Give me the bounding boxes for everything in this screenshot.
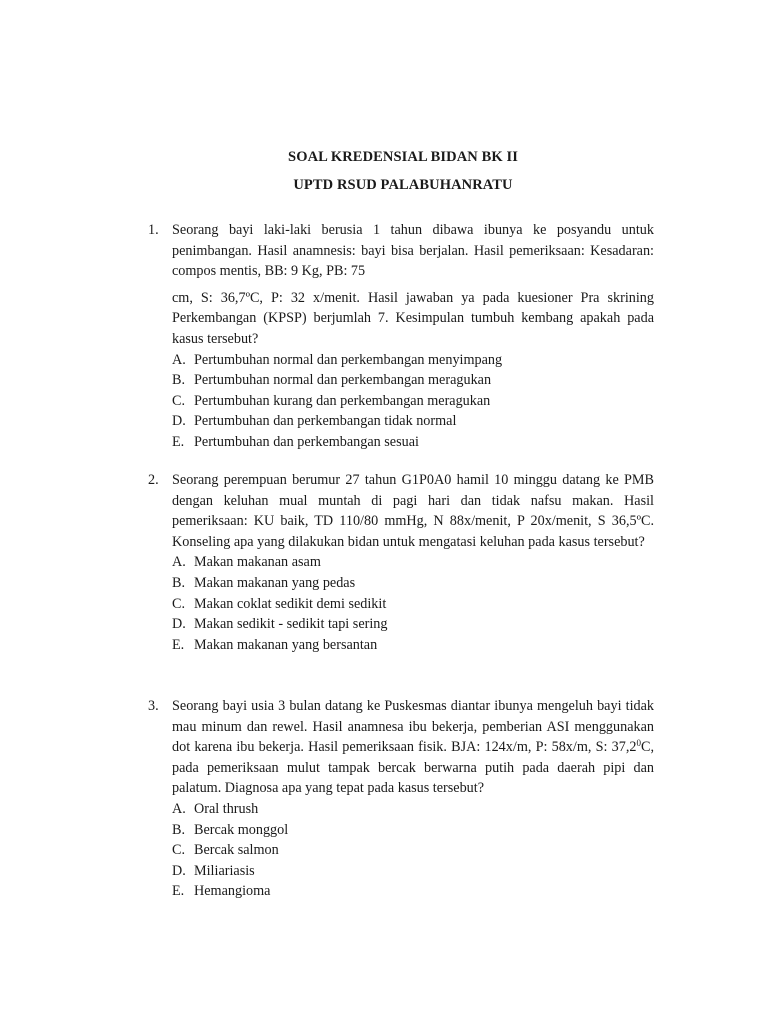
answer-option-c — [172, 594, 654, 615]
option-text: Pertumbuhan normal dan perkembangan menyimpang — [194, 351, 503, 368]
question-text — [172, 696, 654, 799]
degree-superscript: 0 — [636, 738, 641, 749]
document-title: SOAL KREDENSIAL BIDAN BK II — [288, 149, 518, 165]
option-letter: B. — [172, 574, 186, 591]
answer-options — [172, 799, 654, 902]
option-letter: B. — [172, 821, 186, 838]
answer-option-d — [172, 614, 654, 635]
option-text: Makan coklat sedikit demi sedikit — [194, 595, 387, 612]
answer-option-b — [172, 573, 654, 594]
option-text: Pertumbuhan dan perkembangan sesuai — [194, 433, 419, 450]
option-letter: C. — [172, 392, 186, 409]
question-text-continued: cm, S: 36,7ºC, P: 32 x/menit. Hasil jawaban ya pada kuesioner Pra skrining Perkembangan (KPSP) berjumlah 7. Kesimpulan tumbuh kembang apakah pada kasus tersebut? — [172, 289, 654, 347]
option-text: Makan makanan yang bersantan — [194, 636, 378, 653]
question-text-part-2: C, pada pemeriksaan mulut tampak bercak berwarna putih pada daerah pipi dan palatum. Diagnosa apa yang tepat pada kasus tersebut? — [172, 739, 654, 797]
option-letter: E. — [172, 636, 185, 653]
option-text: Pertumbuhan normal dan perkembangan meragukan — [194, 372, 492, 389]
answer-options — [172, 552, 654, 655]
option-text: Makan makanan yang pedas — [194, 574, 356, 591]
option-text: Hemangioma — [194, 883, 271, 900]
option-text: Miliariasis — [194, 862, 255, 879]
option-letter: E. — [172, 883, 185, 900]
option-text: Pertumbuhan kurang dan perkembangan meragukan — [194, 392, 491, 409]
answer-option-c — [172, 840, 654, 861]
option-letter: C. — [172, 842, 186, 859]
option-text: Oral thrush — [194, 800, 259, 817]
question-number: 2. — [148, 472, 159, 488]
question-2 — [148, 470, 654, 655]
document-subtitle: UPTD RSUD PALABUHANRATU — [293, 177, 513, 193]
option-letter: A. — [172, 351, 186, 368]
answer-options — [172, 350, 654, 453]
question-number: 3. — [148, 698, 159, 714]
option-letter: A. — [172, 554, 186, 571]
option-text: Makan makanan asam — [194, 554, 321, 571]
question-3 — [148, 696, 654, 902]
answer-option-a — [172, 350, 654, 371]
answer-option-a — [172, 552, 654, 573]
option-letter: D. — [172, 413, 186, 430]
option-letter: D. — [172, 862, 186, 879]
option-letter: C. — [172, 595, 186, 612]
question-1 — [148, 220, 654, 453]
option-text: Pertumbuhan dan perkembangan tidak normal — [194, 413, 457, 430]
answer-option-e — [172, 635, 654, 656]
answer-option-b — [172, 820, 654, 841]
option-text: Bercak monggol — [194, 821, 289, 838]
question-text-part-1: Seorang bayi usia 3 bulan datang ke Puskesmas diantar ibunya mengeluh bayi tidak mau minum dan rewel. Hasil anamnesa ibu bekerja, pemberian ASI menggunakan dot karena ibu bekerja. Hasil pemeriksaan fisik. BJA: 124x/m, P: 58x/m, S: 37,2 — [172, 698, 654, 756]
answer-option-b — [172, 370, 654, 391]
option-text: Bercak salmon — [194, 842, 279, 859]
option-text: Makan sedikit - sedikit tapi sering — [194, 616, 388, 633]
answer-option-e — [172, 432, 654, 453]
answer-option-e — [172, 881, 654, 902]
question-text: Seorang bayi laki-laki berusia 1 tahun dibawa ibunya ke posyandu untuk penimbangan. Hasil anamnesis: bayi bisa berjalan. Hasil pemeriksaan: Kesadaran: compos mentis, BB: 9 Kg, PB: 75 — [172, 222, 654, 280]
option-letter: A. — [172, 800, 186, 817]
answer-option-d — [172, 411, 654, 432]
option-letter: E. — [172, 433, 185, 450]
answer-option-a — [172, 799, 654, 820]
option-letter: B. — [172, 372, 186, 389]
option-letter: D. — [172, 616, 186, 633]
answer-option-c — [172, 391, 654, 412]
question-number: 1. — [148, 222, 159, 238]
answer-option-d — [172, 861, 654, 882]
question-text: Seorang perempuan berumur 27 tahun G1P0A0 hamil 10 minggu datang ke PMB dengan keluhan mual muntah di pagi hari dan tidak nafsu makan. Hasil pemeriksaan: KU baik, TD 110/80 mmHg, N 88x/menit, P 20x/menit, S 36,5ºC. Konseling apa yang dilakukan bidan untuk mengatasi keluhan pada kasus tersebut? — [172, 472, 654, 550]
